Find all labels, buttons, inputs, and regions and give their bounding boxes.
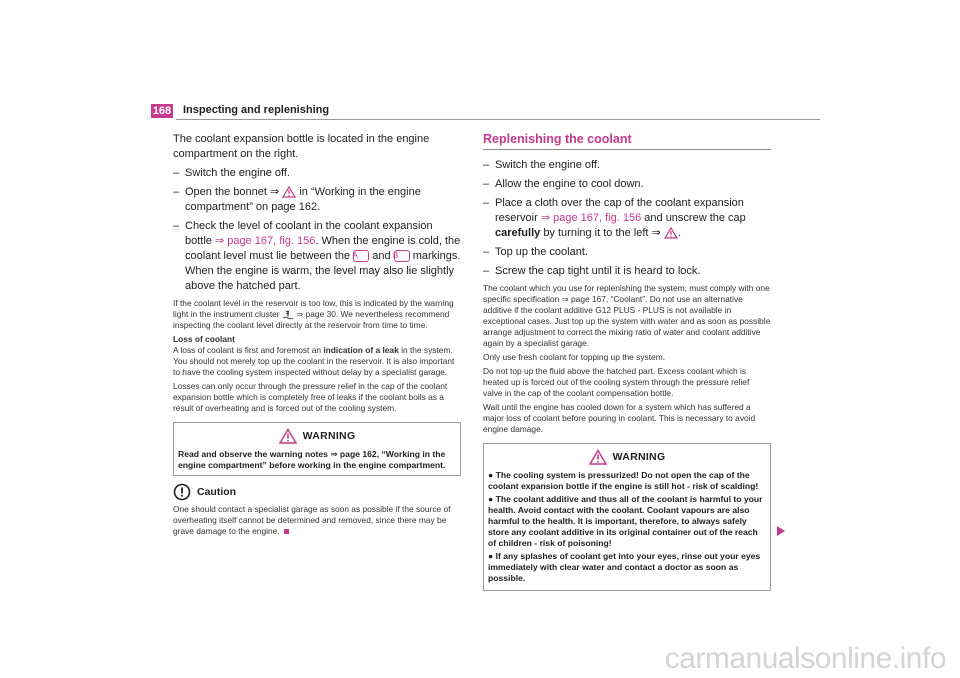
warning-label: WARNING [302, 430, 356, 442]
loss-text-2: Losses can only occur through the pressure relief in the cap of the coolant expansion bottle which is completely free of leaks if the coolant boils as a result of overheating and is forced out of the cooling system. [173, 381, 448, 413]
warning-bullet: ● The coolant additive and thus all of the coolant is harmful to your health. Avoid contact with the coolant. Coolant vapours are also harmful to the health. It is important, therefore, to always safely store any coolant additive in its original container out of the reach of children - risk of poisoning! [488, 494, 763, 548]
warning-bullet: ● The cooling system is pressurized! Do not open the cap of the coolant expansion bottle if the engine is still hot - risk of scalding! [488, 470, 759, 491]
warning-box [483, 443, 771, 591]
caution-text: One should contact a specialist garage as soon as possible if the source of overheating itself cannot be determined and removed, since there may be grave damage to the engine. [173, 504, 451, 536]
step: – Switch the engine off. [483, 159, 600, 171]
watermark: carmanualsonline.info [664, 642, 946, 675]
loss-text: A loss of coolant is first and foremost an indication of a leak in the system. You should not merely top up the coolant in the reservoir. It is also important to have the cooling system inspected without delay by a specialist garage. [173, 345, 455, 377]
step: – Place a cloth over the cap of the coolant expansion reservoir ⇒ page 167, fig. 156 and unscrew the cap carefully by turning it to the left ⇒ . [483, 197, 746, 239]
body-text: Wait until the engine has cooled down for a system which has suffered a major loss of coolant before pouring in coolant. This is necessary to avoid engine damage. [483, 402, 756, 434]
step: – Allow the engine to cool down. [483, 178, 644, 190]
step: – Check the level of coolant in the coolant expansion bottle ⇒ page 167, fig. 156. When the engine is cold, the coolant level must lie between the A and B markings. When the engine is warm, the level may also lie slightly above the hatched part. [173, 220, 461, 292]
page-link[interactable]: ⇒ page 167, fig. 156 [540, 212, 642, 224]
body-text: The coolant which you use for replenishing the system, must comply with one specific specification ⇒ page 167, “Coolant”. Do not use an alternative additive if the coolant additive G12 PLUS - PLUS is not available in exceptional cases. Just top up the system with water and as soon as possible arrange adjustment to correct the mixing ratio of water and coolant additive again by a specialist garage. [483, 283, 771, 348]
body-text: Only use fresh coolant for topping up the system. [483, 352, 666, 362]
section-heading: Replenishing the coolant [483, 132, 771, 150]
marking-a-badge: A [353, 250, 369, 262]
right-column [483, 132, 771, 597]
next-page-arrow-icon[interactable] [776, 525, 786, 537]
page-number: 168 [152, 105, 172, 117]
coolant-warning-light-icon [282, 310, 294, 320]
loss-title: Loss of coolant [173, 334, 235, 344]
note-text: If the coolant level in the reservoir is too low, this is indicated by the warning light in the instrument cluster ⇒ page 30. We nevertheless recommend inspecting the coolant level directly at the reservoir from time to time. [173, 298, 454, 330]
caution-label: Caution [197, 486, 237, 498]
caution-icon [173, 483, 191, 501]
page-title: Inspecting and replenishing [183, 104, 330, 116]
step: – Open the bonnet ⇒ in “Working in the engine compartment” on page 162. [173, 186, 421, 213]
header-rule [176, 119, 820, 120]
intro-text: The coolant expansion bottle is located in the engine compartment on the right. [173, 133, 430, 160]
warning-label: WARNING [612, 451, 666, 463]
warning-triangle-icon [282, 186, 296, 198]
step: – Top up the coolant. [483, 246, 588, 258]
step: – Switch the engine off. [173, 167, 290, 179]
warning-header [178, 427, 456, 445]
caution-header [173, 482, 461, 502]
warning-box [173, 422, 461, 476]
warning-triangle-icon [664, 227, 678, 239]
warning-triangle-icon [589, 449, 607, 465]
page-link[interactable]: ⇒ page 167, fig. 156 [214, 235, 316, 247]
section-end-mark [284, 529, 289, 534]
body-text: Do not top up the fluid above the hatched part. Excess coolant which is heated up is forced out of the cooling system through the pressure relief valve in the cap of the coolant compensation bottle. [483, 366, 750, 398]
warning-triangle-icon [279, 428, 297, 444]
page-header [136, 102, 820, 120]
step: – Screw the cap tight until it is heard to lock. [483, 265, 701, 277]
warning-bullet: ● If any splashes of coolant get into your eyes, rinse out your eyes immediately with clear water and contact a doctor as soon as possible. [488, 551, 761, 583]
warning-text: Read and observe the warning notes ⇒ page 162, “Working in the engine compartment” before working in the engine compartment. [178, 449, 446, 470]
warning-header [488, 448, 766, 466]
left-column [173, 132, 461, 540]
marking-b-badge: B [394, 250, 410, 262]
